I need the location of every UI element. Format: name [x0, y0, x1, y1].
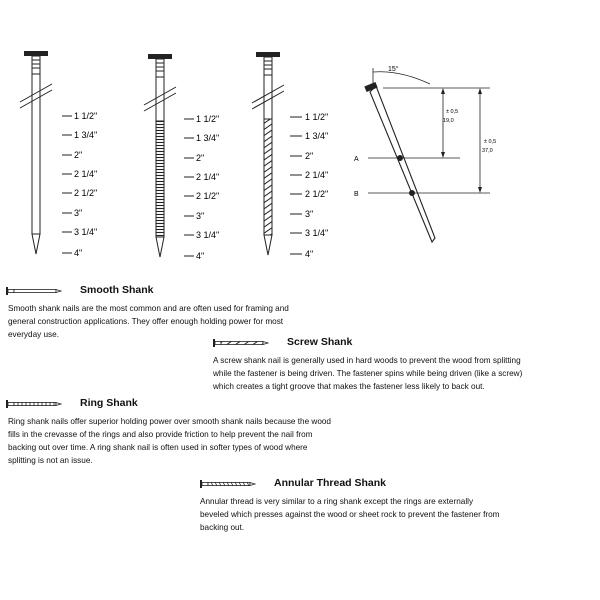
size-scale-2	[184, 114, 219, 261]
size-label: 1 1/2"	[196, 114, 220, 124]
ring-shank-icon	[6, 400, 62, 408]
size-label: 2 1/2"	[305, 189, 329, 199]
size-scale-1	[62, 111, 97, 258]
size-label: 3 1/4"	[196, 230, 220, 240]
dim-short-tolerance: ± 0,5	[446, 109, 459, 115]
size-label: 3"	[305, 209, 314, 219]
size-label: 1 3/4"	[305, 131, 329, 141]
size-label: 1 1/2"	[305, 112, 329, 122]
smooth-shank-title: Smooth Shank	[80, 284, 154, 296]
size-label: 3 1/4"	[74, 227, 98, 237]
smooth-shank-icon	[6, 287, 62, 295]
angle-label: 15°	[388, 66, 399, 73]
screw-shank-text: A screw shank nail is generally used in hard woods to prevent the wood from splitting while the fastener is being driven. The fastener spins while being driven (like a screw) which creates a tight groove that makes the fastener less likely to back out.	[213, 356, 523, 391]
size-label: 1 1/2"	[74, 111, 98, 121]
size-label: 1 3/4"	[196, 133, 220, 143]
annular-thread-shank-icon	[200, 480, 256, 488]
screw-shank-icon	[213, 339, 269, 347]
smooth-shank-nail	[20, 51, 52, 254]
size-label: 2"	[305, 151, 314, 161]
size-label: 2 1/2"	[74, 188, 98, 198]
annular-thread-shank-title: Annular Thread Shank	[274, 477, 387, 489]
annular-thread-shank-text: Annular thread is very similar to a ring shank except the rings are externally beveled which presses against the wood or sheet rock to prevent the fastener from backing out.	[200, 497, 500, 532]
dim-long-tolerance: ± 0,5	[484, 139, 497, 145]
screw-shank-nail	[252, 52, 284, 255]
size-label: 2 1/4"	[74, 169, 98, 179]
size-label: 2 1/2"	[196, 191, 220, 201]
ring-shank-title: Ring Shank	[80, 397, 138, 409]
dim-short-value: 19,0	[443, 118, 454, 124]
size-label: 4"	[196, 251, 205, 261]
size-label: 4"	[74, 248, 83, 258]
size-label: 3"	[196, 211, 205, 221]
size-label: 1 3/4"	[74, 130, 98, 140]
ring-shank-nail	[144, 54, 176, 257]
size-label: 2 1/4"	[305, 170, 329, 180]
angle-dimension-diagram	[354, 65, 496, 242]
size-label: 2 1/4"	[196, 172, 220, 182]
nail-length-diagram	[0, 0, 600, 290]
screw-shank-title: Screw Shank	[287, 336, 353, 348]
point-a-label: A	[354, 156, 359, 163]
size-label: 2"	[196, 153, 205, 163]
dim-long-value: 37,0	[482, 148, 493, 154]
ring-shank-text: Ring shank nails offer superior holding power over smooth shank nails because the wood fills in the crevasse of the rings and also provide friction to help prevent the nail from backing out over time. A ring shank nail is often used in softer types of wood where splitting is not an issue.	[8, 417, 331, 465]
point-b-label: B	[354, 191, 359, 198]
size-label: 3"	[74, 208, 83, 218]
size-scale-3	[290, 112, 328, 259]
smooth-shank-text: Smooth shank nails are the most common and are often used for framing and general construction applications. They offer enough holding power for most everyday use.	[8, 304, 289, 339]
size-label: 3 1/4"	[305, 228, 329, 238]
size-label: 2"	[74, 150, 83, 160]
size-label: 4"	[305, 249, 314, 259]
